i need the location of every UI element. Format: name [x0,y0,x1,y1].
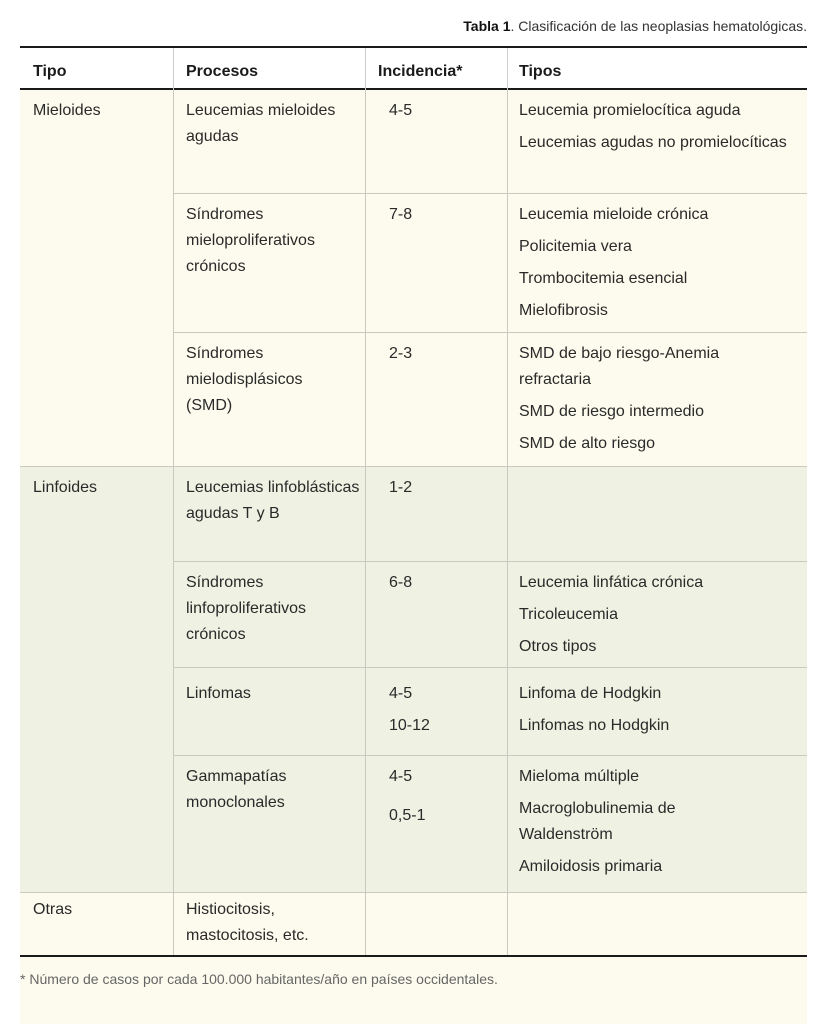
tipos-cell: SMD de bajo riesgo-Anemia refractaria SMD de riesgo intermedio SMD de alto riesgo [519,345,720,452]
table-caption [463,18,807,34]
proceso-cell: Linfomas [186,685,251,702]
table-row [173,668,807,756]
classification-table [20,46,807,1024]
table-row [173,893,807,955]
group-otras [20,893,807,955]
footnote: * Número de casos por cada 100.000 habitantes/año en países occidentales. [20,971,498,987]
incidencia-cell: 6-8 [389,574,413,591]
table-header [20,46,807,90]
tipo-label: Otras [33,901,73,918]
tipo-label: Mieloides [33,102,101,119]
footnote-area [20,957,807,1024]
incidencia-cell: 4-5 10-12 [389,685,430,734]
incidencia-cell: 7-8 [389,206,413,223]
table-row [173,562,807,668]
incidencia-cell: 2-3 [389,345,413,362]
tipos-cell: Mieloma múltiple Macroglobulinemia de Waldenström Amiloidosis primaria [519,768,676,875]
incidencia-cell: 1-2 [389,479,413,496]
group-mieloides [20,90,807,467]
tipos-cell: Leucemia promielocítica aguda Leucemias agudas no promielocíticas [519,102,787,151]
table-row [173,90,807,194]
col-header-incidencia: Incidencia* [378,63,463,80]
table-row [173,756,807,893]
proceso-cell: Síndromes mieloproliferativos crónicos [186,206,315,275]
incidencia-cell: 4-5 0,5-1 [389,768,426,824]
incidencia-cell: 4-5 [389,102,413,119]
table-row [173,333,807,467]
caption-label: Tabla 1 [463,18,511,34]
proceso-cell: Leucemias linfoblásticas agudas T y B [186,479,360,522]
tipo-label: Linfoides [33,479,98,496]
col-header-tipo: Tipo [33,63,67,80]
table-row [173,467,807,562]
col-header-procesos: Procesos [186,63,259,80]
group-linfoides [20,467,807,893]
proceso-cell: Gammapatías monoclonales [186,768,287,811]
col-header-tipos: Tipos [519,63,562,80]
tipos-cell: Leucemia mieloide crónica Policitemia vera Trombocitemia esencial Mielofibrosis [519,206,709,319]
table-row [173,194,807,333]
tipos-cell: Leucemia linfática crónica Tricoleucemia Otros tipos [519,574,704,655]
proceso-cell: Síndromes linfoproliferativos crónicos [186,574,307,643]
tipos-cell: Linfoma de Hodgkin Linfomas no Hodgkin [519,685,670,734]
proceso-cell: Síndromes mielodisplásicos (SMD) [186,345,303,414]
proceso-cell: Leucemias mieloides agudas [186,102,336,145]
caption-text: . Clasificación de las neoplasias hematológicas. [510,18,807,34]
proceso-cell: Histiocitosis, mastocitosis, etc. [186,901,309,944]
